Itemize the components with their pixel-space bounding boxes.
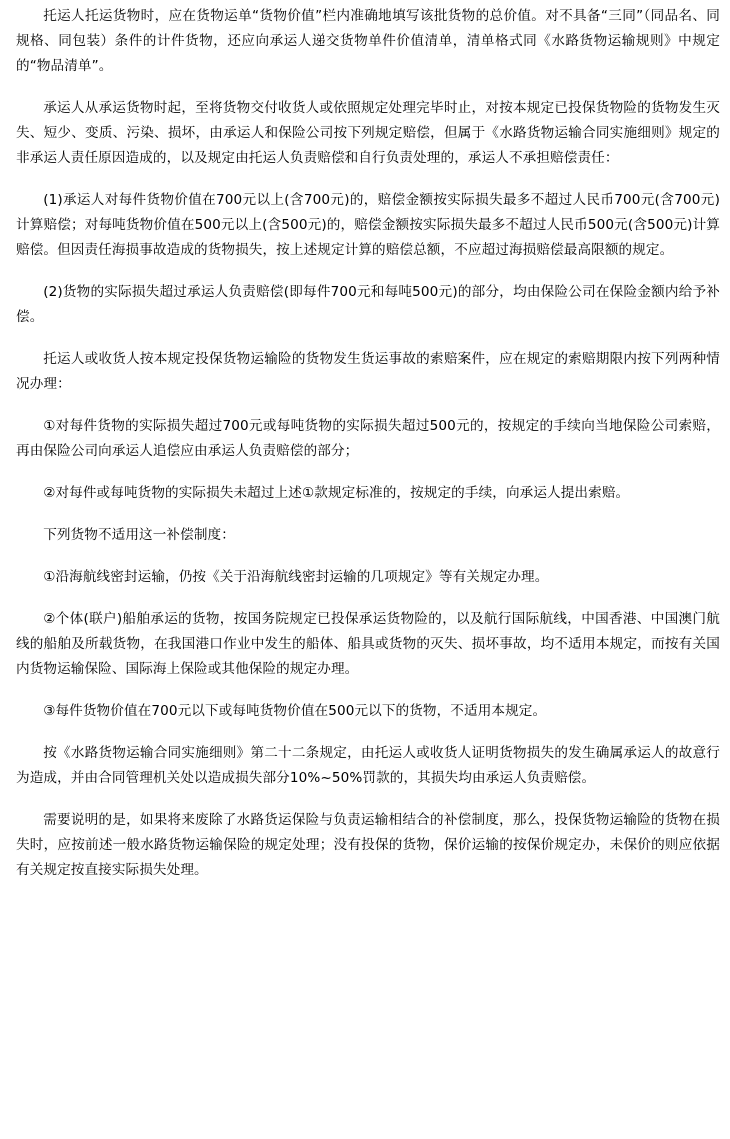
paragraph-claim-case-2: ②对每件或每吨货物的实际损失未超过上述①款规定标准的，按规定的手续，向承运人提出索赔。 — [43, 485, 630, 501]
paragraph-exclusion-2: ②个体(联户)船舶承运的货物，按国务院规定已投保承运货物险的，以及航行国际航线，中国香港、中国澳门航线的船舶及所载货物，在我国港口作业中发生的船体、船具或货物的灭失、损坏事故，均不适用本规定，而按有关国内货物运输保险、国际海上保险或其他保险的规定办理。 — [16, 611, 720, 677]
paragraph-intentional-act: 按《水路货物运输合同实施细则》第二十二条规定，由托运人或收货人证明货物损失的发生确属承运人的故意行为造成，并由合同管理机关处以造成损失部分10%~50%罚款的，其损失均由承运人负责赔偿。 — [16, 745, 720, 786]
paragraph-claim-case-1: ①对每件货物的实际损失超过700元或每吨货物的实际损失超过500元的，按规定的手续向当地保险公司索赔，再由保险公司向承运人追偿应由承运人负责赔偿的部分； — [16, 418, 720, 459]
paragraph-note: 需要说明的是，如果将来废除了水路货运保险与负责运输相结合的补偿制度，那么，投保货物运输险的货物在损失时，应按前述一般水路货物运输保险的规定处理；没有投保的货物，保价运输的按保价规定办，未保价的则应依据有关规定按直接实际损失处理。 — [16, 812, 720, 878]
paragraph-carrier-liability: 承运人从承运货物时起，至将货物交付收货人或依照规定处理完毕时止，对按本规定已投保货物险的货物发生灭失、短少、变质、污染、损坏，由承运人和保险公司按下列规定赔偿，但属于《水路货物运输合同实施细则》规定的非承运人责任原因造成的，以及规定由托运人负责赔偿和自行负责处理的，承运人不承担赔偿责任： — [16, 100, 720, 166]
paragraph-exclusion-3: ③每件货物价值在700元以下或每吨货物价值在500元以下的货物，不适用本规定。 — [43, 703, 547, 719]
paragraph-exclusions-heading: 下列货物不适用这一补偿制度： — [43, 527, 235, 543]
paragraph-claims-procedure: 托运人或收货人按本规定投保货物运输险的货物发生货运事故的索赔案件，应在规定的索赔期限内按下列两种情况办理： — [16, 351, 720, 392]
paragraph-rule-1: (1)承运人对每件货物价值在700元以上(含700元)的，赔偿金额按实际损失最多不超过人民币700元(含700元)计算赔偿；对每吨货物价值在500元以上(含500元)的，赔偿金额按实际损失最多不超过人民币500元(含500元)计算赔偿。但因责任海损事故造成的货物损失，按上述规定计算的赔偿总额，不应超过海损赔偿最高限额的规定。 — [16, 192, 720, 258]
paragraph-exclusion-1: ①沿海航线密封运输，仍按《关于沿海航线密封运输的几项规定》等有关规定办理。 — [43, 569, 549, 585]
paragraph-consignor-value-declaration: 托运人托运货物时，应在货物运单“货物价值”栏内准确地填写该批货物的总价值。对不具备“三同”（同品名、同规格、同包装）条件的计件货物，还应向承运人递交货物单件价值清单，清单格式同《水路货物运输规则》中规定的“物品清单”。 — [16, 8, 720, 74]
paragraph-rule-2: (2)货物的实际损失超过承运人负责赔偿(即每件700元和每吨500元)的部分，均由保险公司在保险金额内给予补偿。 — [16, 284, 720, 325]
